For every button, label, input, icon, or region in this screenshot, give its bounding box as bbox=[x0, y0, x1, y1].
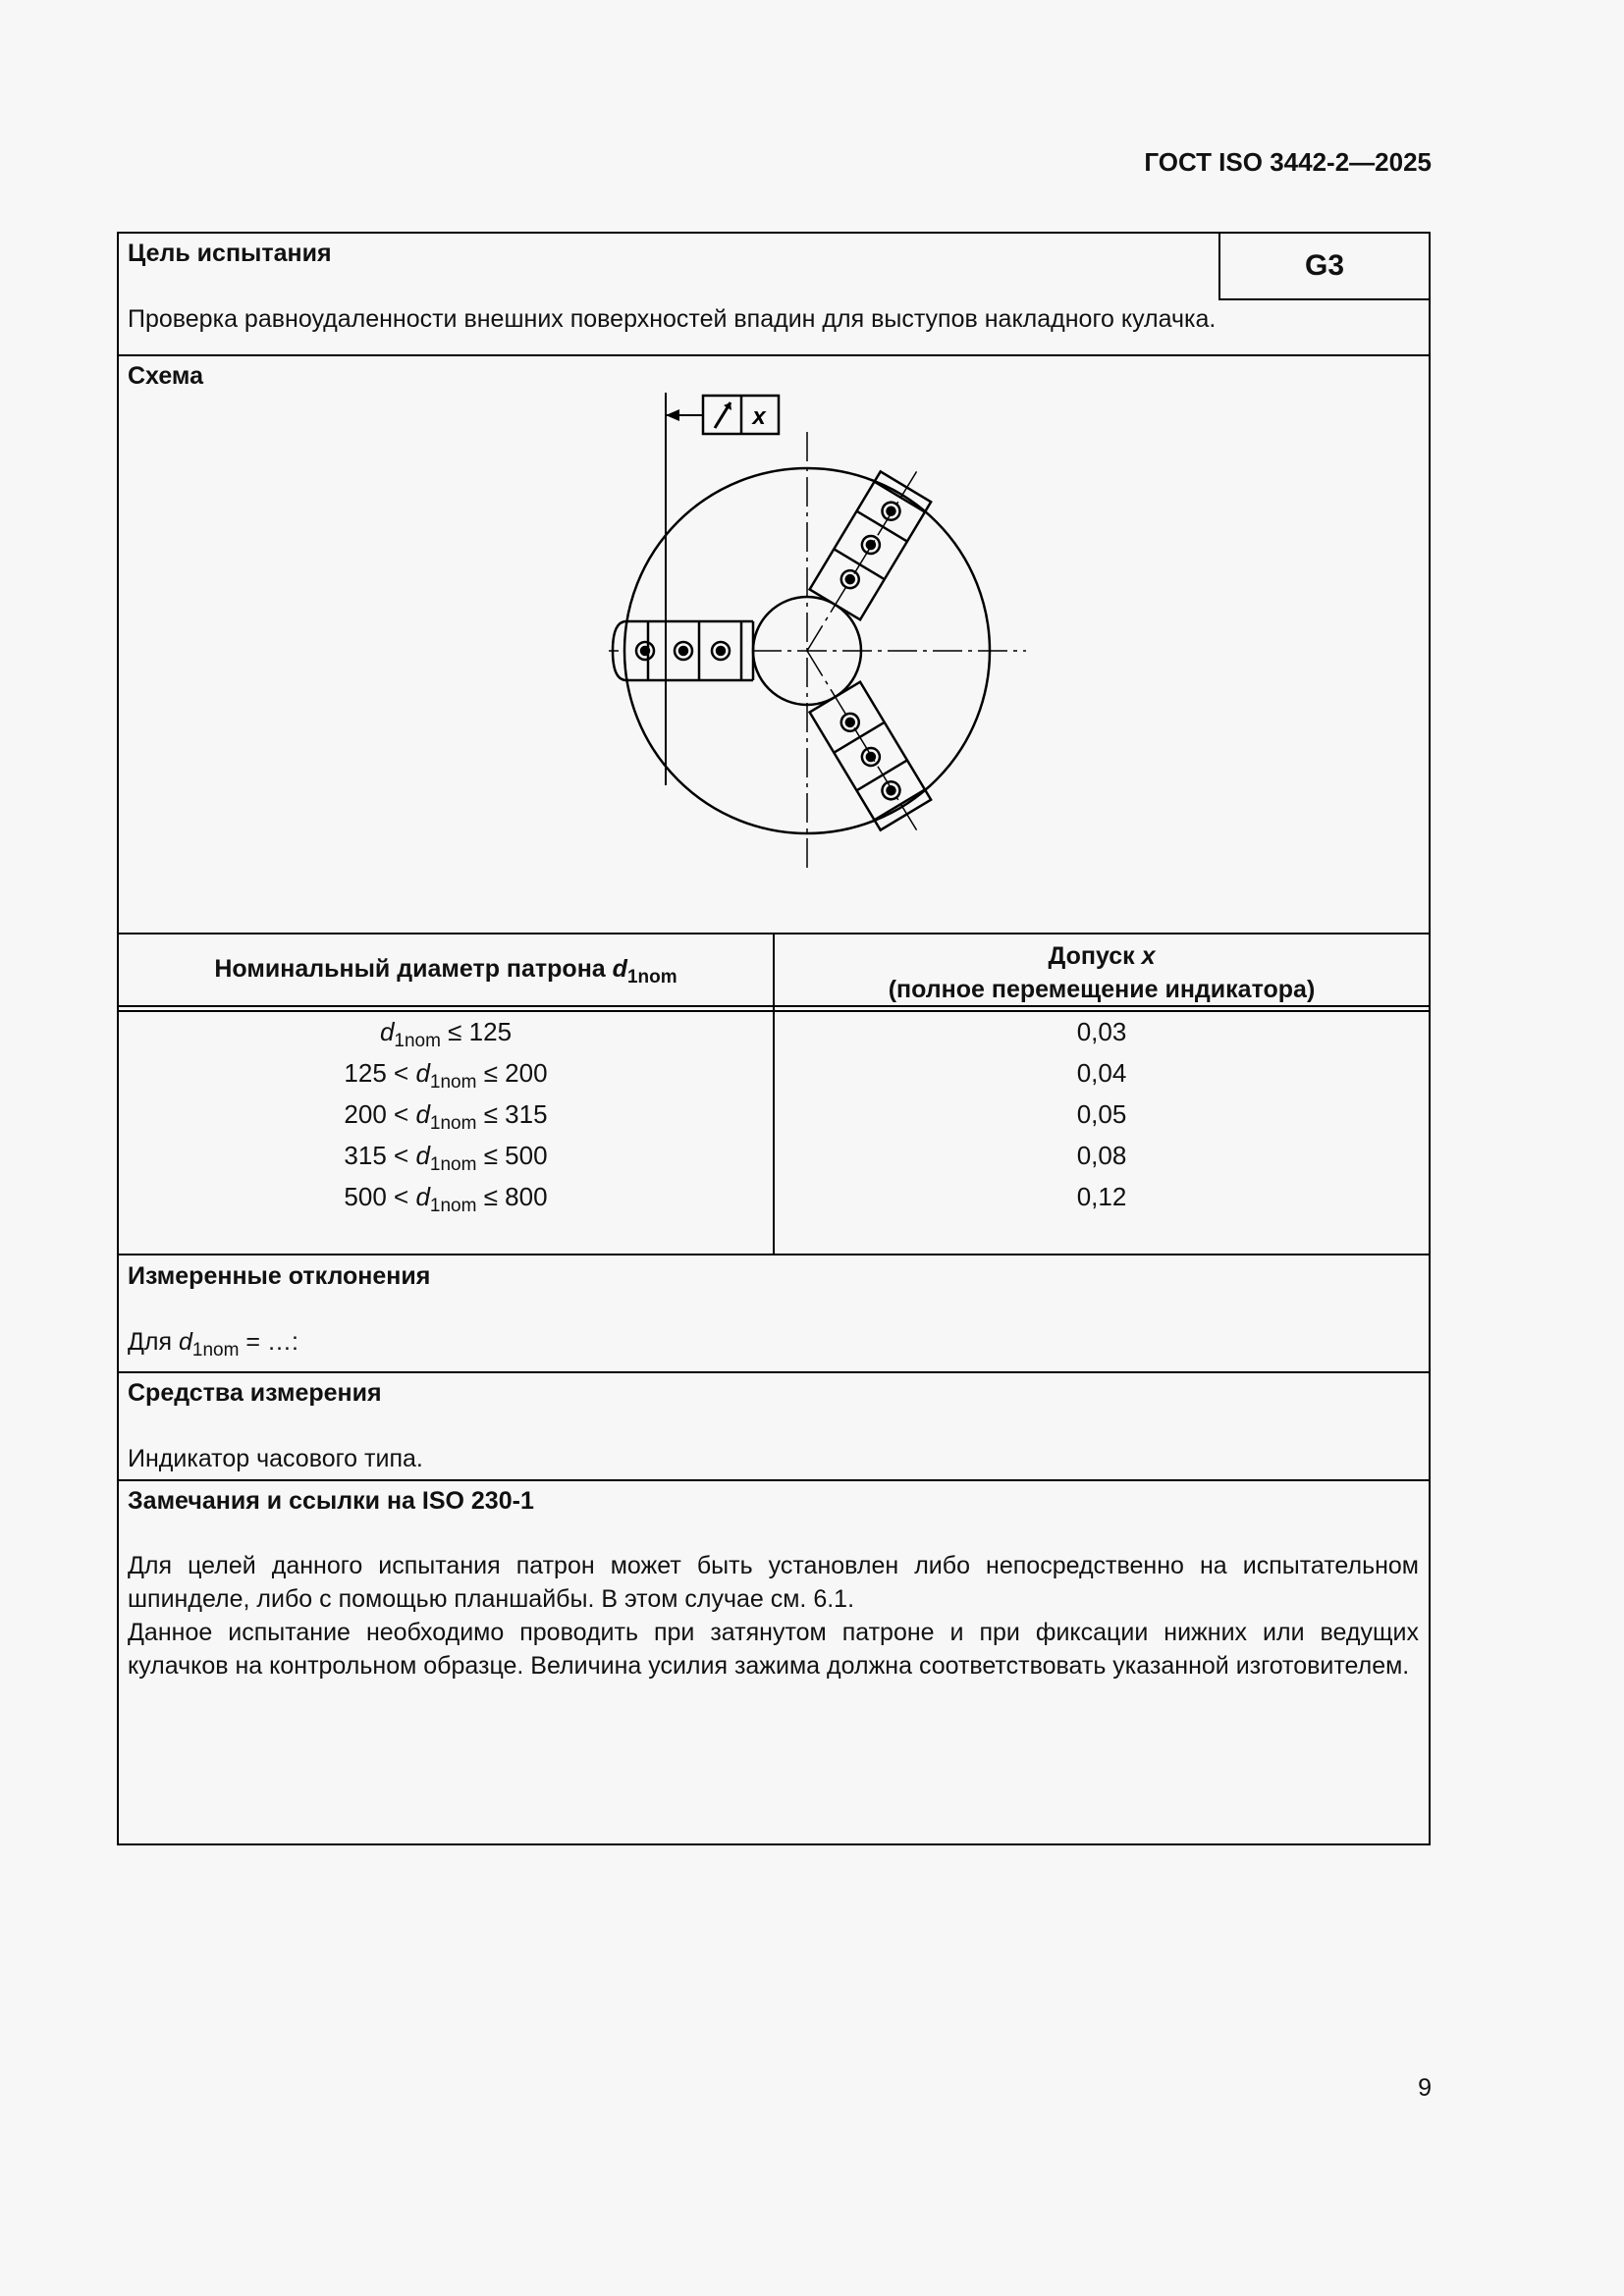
notes-title: Замечания и ссылки на ISO 230-1 bbox=[128, 1487, 534, 1515]
table-row bbox=[119, 1094, 773, 1135]
jaw-left bbox=[609, 621, 753, 680]
purpose-title: Цель испытания bbox=[128, 240, 332, 267]
jaw-lower-right bbox=[810, 682, 932, 830]
purpose-text: Проверка равноудаленности внешних поверхностей впадин для выступов накладного кулачка. bbox=[128, 305, 1217, 333]
row-sub: 1nom bbox=[429, 1113, 477, 1134]
row-prefix: 200 < bbox=[344, 1099, 409, 1129]
table-column-diameters bbox=[119, 1011, 773, 1217]
table-header-diameter bbox=[119, 952, 773, 994]
divider-purpose bbox=[117, 354, 1431, 356]
measured-text bbox=[128, 1325, 298, 1367]
tolerance-value: 0,08 bbox=[1076, 1141, 1127, 1170]
table-row bbox=[119, 1135, 773, 1176]
row-sub: 1nom bbox=[429, 1154, 477, 1175]
instruments-title: Средства измерения bbox=[128, 1379, 382, 1407]
instruments-text: Индикатор часового типа. bbox=[128, 1445, 423, 1472]
header-tolerance-label: Допуск bbox=[1048, 942, 1135, 970]
row-range: ≤ 800 bbox=[483, 1182, 548, 1211]
row-range: ≤ 500 bbox=[483, 1141, 548, 1170]
row-prefix: 315 < bbox=[344, 1141, 409, 1170]
page-number: 9 bbox=[1418, 2074, 1432, 2102]
row-var: d bbox=[379, 1017, 395, 1046]
jaw-upper-right bbox=[810, 471, 932, 619]
table-row bbox=[119, 1052, 773, 1094]
header-tolerance-note: (полное перемещение индикатора) bbox=[888, 976, 1316, 1003]
schema-title: Схема bbox=[128, 362, 203, 390]
row-sub: 1nom bbox=[394, 1031, 441, 1051]
header-diameter-label: Номинальный диаметр патрона bbox=[214, 955, 606, 983]
row-var: d bbox=[415, 1099, 430, 1129]
header-diameter-var: d bbox=[612, 955, 627, 983]
measured-title: Измеренные отклонения bbox=[128, 1262, 431, 1290]
document-header: ГОСТ ISO 3442-2—2025 bbox=[1144, 147, 1432, 177]
tolerance-value: 0,03 bbox=[1076, 1017, 1127, 1046]
header-diameter-sub: 1nom bbox=[626, 967, 677, 988]
row-var: d bbox=[415, 1141, 430, 1170]
header-tolerance-var: x bbox=[1141, 942, 1156, 970]
measured-suffix: = …: bbox=[245, 1328, 298, 1356]
notes-body bbox=[128, 1549, 1419, 1682]
measured-var: d bbox=[179, 1328, 192, 1356]
tolerance-value: 0,04 bbox=[1076, 1058, 1127, 1088]
test-code-box bbox=[1218, 232, 1431, 300]
tolerance-value: 0,05 bbox=[1076, 1099, 1127, 1129]
chuck-diagram bbox=[589, 383, 1041, 883]
measured-sub: 1nom bbox=[191, 1340, 240, 1361]
row-range: ≤ 125 bbox=[448, 1017, 513, 1046]
table-column-tolerances bbox=[775, 1011, 1429, 1217]
table-row bbox=[119, 1011, 773, 1052]
row-prefix: 125 < bbox=[344, 1058, 409, 1088]
notes-paragraph-2: Данное испытание необходимо проводить при затянутом патроне и при фиксации нижних или ведущих кулачков на контрольном образце. Величина усилия зажима должна соответствовать указанной изготовителем. bbox=[128, 1619, 1419, 1680]
row-var: d bbox=[415, 1058, 430, 1088]
table-row bbox=[119, 1176, 773, 1217]
measured-prefix: Для bbox=[128, 1328, 173, 1356]
table-header-tolerance bbox=[775, 939, 1429, 1006]
notes-paragraph-1: Для целей данного испытания патрон может быть установлен либо непосредственно на испытательном шпинделе, либо с помощью планшайбы. В этом случае см. 6.1. bbox=[128, 1552, 1419, 1613]
row-var: d bbox=[415, 1182, 430, 1211]
divider-measured bbox=[117, 1371, 1431, 1373]
divider-instruments bbox=[117, 1479, 1431, 1481]
row-sub: 1nom bbox=[429, 1196, 477, 1216]
tolerance-value: 0,12 bbox=[1076, 1182, 1127, 1211]
test-code: G3 bbox=[1304, 249, 1345, 282]
row-range: ≤ 315 bbox=[483, 1099, 548, 1129]
row-prefix: 500 < bbox=[344, 1182, 409, 1211]
row-sub: 1nom bbox=[429, 1072, 477, 1093]
row-range: ≤ 200 bbox=[483, 1058, 548, 1088]
indicator-symbol: x bbox=[752, 403, 766, 430]
